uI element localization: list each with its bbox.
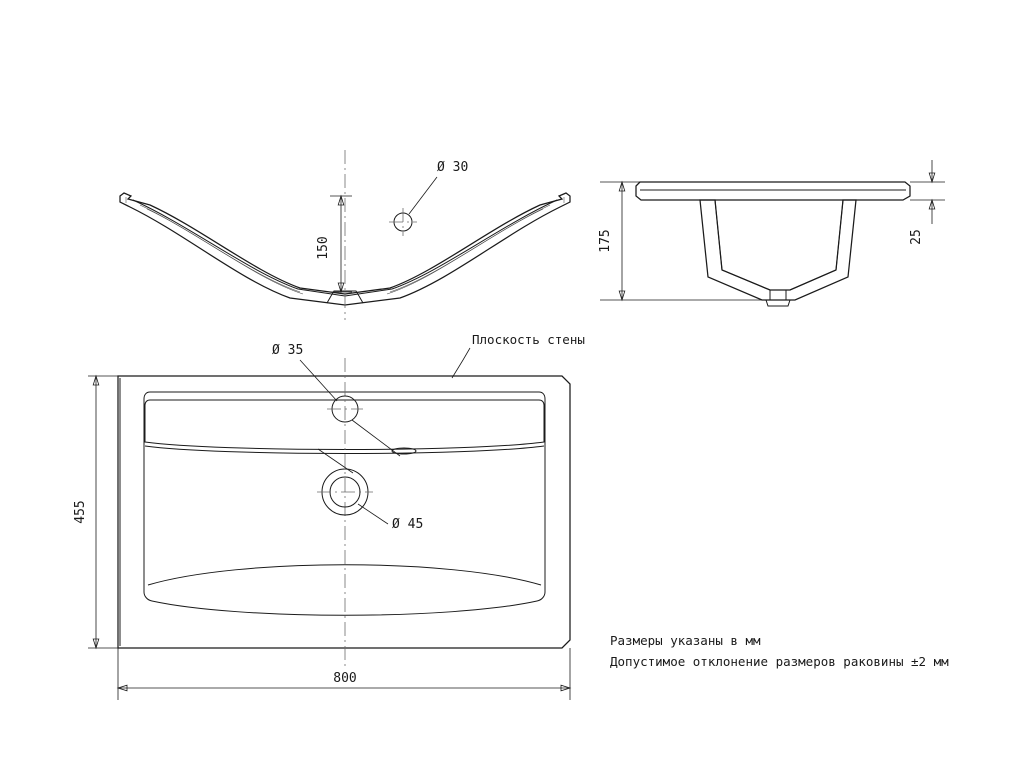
dim-depth-150: 150 xyxy=(316,236,331,260)
leader-hole-30 xyxy=(409,177,437,214)
side-section-view xyxy=(598,160,945,306)
top-view xyxy=(73,332,585,700)
dim-hole-45: Ø 45 xyxy=(392,517,424,532)
dim-height-175: 175 xyxy=(598,229,613,253)
leader-hole-45 xyxy=(358,504,388,524)
dim-rim-25-group xyxy=(909,160,945,245)
leader-hole-35-b xyxy=(352,420,400,456)
dim-hole-30: Ø 30 xyxy=(437,160,469,175)
dim-rim-25: 25 xyxy=(909,229,924,245)
note-tolerance: Допустимое отклонение размеров раковины ±2 мм xyxy=(610,654,949,669)
leader-hole-35 xyxy=(300,360,337,401)
dim-depth-150-group xyxy=(316,196,352,292)
dim-width-800-group xyxy=(118,648,570,700)
leader-drain-upper xyxy=(318,449,353,473)
front-section-view xyxy=(120,150,570,320)
leader-wall-plane xyxy=(452,348,470,378)
wall-plane-label: Плоскость стены xyxy=(472,332,585,347)
dim-hole-35: Ø 35 xyxy=(272,343,304,358)
note-units: Размеры указаны в мм xyxy=(610,633,761,648)
dim-depth-455: 455 xyxy=(73,500,88,524)
notes-block xyxy=(610,633,949,669)
dim-width-800: 800 xyxy=(333,671,357,686)
dim-depth-455-group xyxy=(73,376,118,648)
